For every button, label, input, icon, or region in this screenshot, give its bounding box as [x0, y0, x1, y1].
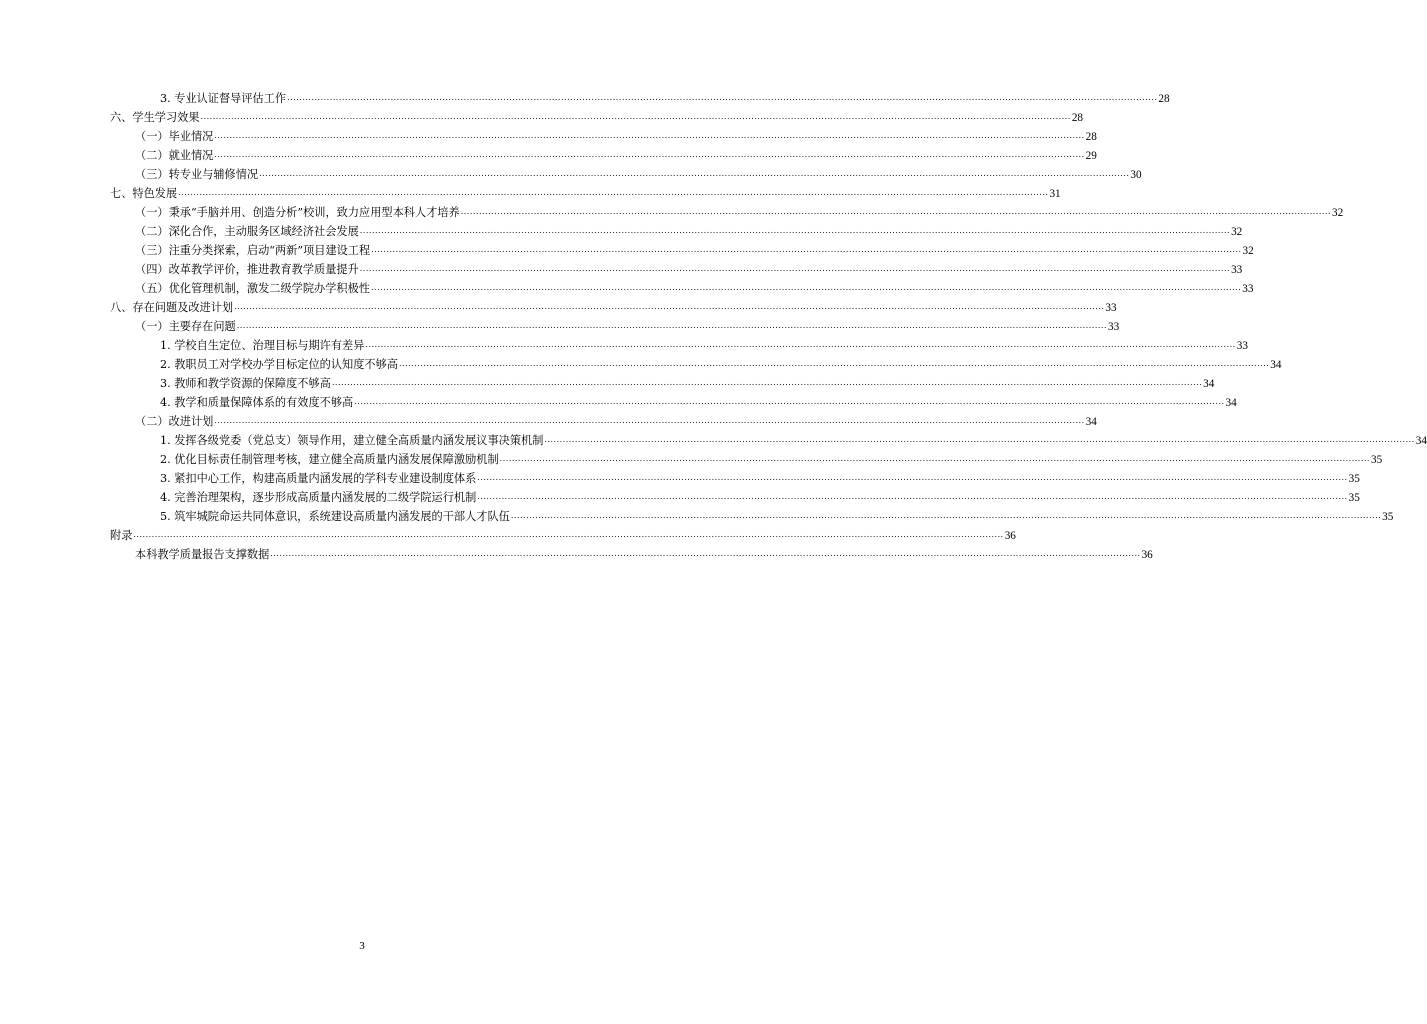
toc-entry-page: 35 [1382, 511, 1394, 523]
toc-entry-title: 2. 教职员工对学校办学目标定位的认知度不够高 [160, 358, 398, 371]
toc-entry-page: 34 [1085, 416, 1097, 428]
dot-leader [201, 106, 1071, 126]
toc-entry-page: 35 [1370, 454, 1383, 466]
toc-entry-title: 1. 学校自生定位、治理目标与期许有差异 [160, 339, 365, 352]
toc-entry-title: 5. 筑牢城院命运共同体意识，系统建设高质量内涵发展的干部人才队伍 [160, 510, 510, 523]
toc-entry-title: （三）转专业与辅修情况 [135, 168, 259, 181]
dot-leader [477, 486, 1347, 506]
toc-entry-page: 31 [1049, 188, 1061, 200]
toc-entry-title: （二）深化合作，主动服务区域经济社会发展 [135, 225, 359, 238]
toc-entry-page: 32 [1242, 245, 1254, 257]
dot-leader [234, 296, 1104, 316]
toc-entry-page: 32 [1231, 226, 1243, 238]
toc-entry-title: （一）毕业情况 [135, 130, 214, 143]
dot-leader [270, 543, 1140, 563]
toc-entry-page: 34 [1203, 378, 1215, 390]
toc-entry-title: 3. 紧扣中心工作，构建高质量内涵发展的学科专业建设制度体系 [160, 472, 477, 485]
toc-entry-title: 3. 专业认证督导评估工作 [160, 92, 287, 105]
toc-entry-page: 34 [1415, 435, 1427, 447]
toc-entry[interactable] [110, 412, 1097, 431]
toc-entry-page: 28 [1158, 93, 1170, 105]
toc-entry-page: 32 [1332, 207, 1344, 219]
toc-entry-title: 3. 教师和教学资源的保障度不够高 [160, 377, 331, 390]
dot-leader [371, 239, 1241, 259]
dot-leader [511, 505, 1381, 525]
toc-entry-page: 33 [1105, 302, 1117, 314]
toc-entry-title: （二）就业情况 [135, 149, 214, 162]
page-number: 3 [359, 940, 365, 952]
toc-entry-page: 34 [1225, 397, 1237, 409]
dot-leader [461, 201, 1331, 221]
toc-entry-page: 30 [1130, 169, 1142, 181]
toc-entry-title: 六、学生学习效果 [110, 111, 200, 124]
dot-leader [133, 524, 1003, 544]
toc-entry-page: 34 [1270, 359, 1282, 371]
toc-entry-title: （一）主要存在问题 [135, 320, 236, 333]
toc-entry-title: 4. 教学和质量保障体系的有效度不够高 [160, 396, 354, 409]
toc-entry-title: （三）注重分类探索，启动“两新”项目建设工程 [135, 244, 371, 257]
toc-entry-title: （二）改进计划 [135, 415, 214, 428]
toc-entry-title: 1. 发挥各级党委（党总支）领导作用，建立健全高质量内涵发展议事决策机制 [160, 434, 544, 447]
dot-leader [371, 277, 1241, 297]
toc-entry-page: 36 [1004, 530, 1016, 542]
toc-entry-page: 33 [1108, 321, 1120, 333]
dot-leader [360, 220, 1230, 240]
toc-entry-title: 4. 完善治理架构，逐步形成高质量内涵发展的二级学院运行机制 [160, 491, 477, 504]
toc-entry-page: 33 [1242, 283, 1254, 295]
toc-entry-page: 28 [1085, 131, 1097, 143]
dot-leader [214, 125, 1084, 145]
dot-leader [544, 429, 1414, 449]
dot-leader [237, 315, 1107, 335]
dot-leader [259, 163, 1129, 183]
dot-leader [500, 448, 1370, 468]
dot-leader [287, 87, 1157, 107]
toc-entry-title: 七、特色发展 [110, 187, 178, 200]
toc-entry-title: 2. 优化目标责任制管理考核，建立健全高质量内涵发展保障激励机制 [160, 453, 499, 466]
toc-entry-page: 33 [1231, 264, 1243, 276]
dot-leader [332, 372, 1202, 392]
toc-entry-page: 29 [1085, 150, 1097, 162]
dot-leader [214, 410, 1084, 430]
toc-entry[interactable] [110, 545, 1153, 564]
table-of-contents [110, 89, 1427, 564]
dot-leader [214, 144, 1084, 164]
toc-entry-page: 35 [1348, 492, 1360, 504]
toc-entry-title: （四）改革教学评价，推进教育教学质量提升 [135, 263, 359, 276]
toc-entry-title: （一）秉承“手脑并用、创造分析”校训，致力应用型本科人才培养 [135, 206, 460, 219]
dot-leader [365, 334, 1235, 354]
dot-leader [477, 467, 1347, 487]
dot-leader [399, 353, 1269, 373]
toc-entry-title: 附录 [110, 529, 133, 542]
toc-entry-title: （五）优化管理机制，激发二级学院办学积极性 [135, 282, 370, 295]
toc-entry-title: 八、存在问题及改进计划 [110, 301, 234, 314]
dot-leader [178, 182, 1048, 202]
toc-entry-page: 35 [1348, 473, 1360, 485]
toc-entry-page: 33 [1236, 340, 1248, 352]
dot-leader [360, 258, 1230, 278]
dot-leader [354, 391, 1224, 411]
toc-entry-page: 28 [1071, 112, 1083, 124]
toc-entry-page: 36 [1141, 549, 1153, 561]
toc-entry-title: 本科教学质量报告支撑数据 [135, 548, 270, 561]
